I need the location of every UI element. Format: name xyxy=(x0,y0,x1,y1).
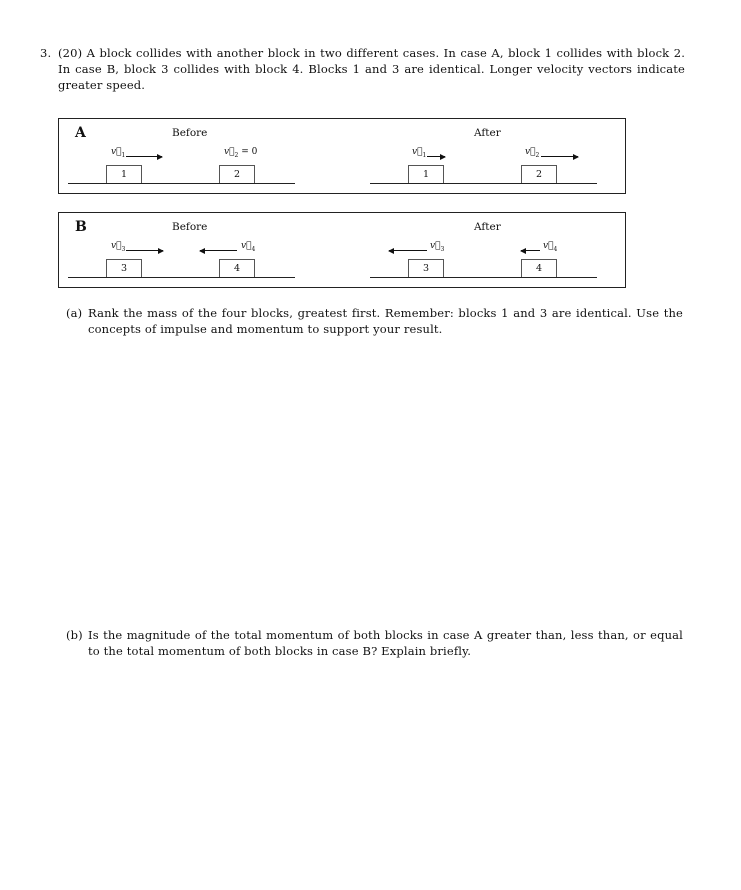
ground-line xyxy=(370,277,597,278)
problem-text: (20) A block collides with another block in two different cases. In case A, block 1 collides with block 2. In case B, block 3 collides with block 4. Blocks 1 and 3 are identical. Longer velocity vectors indicate greater speed. xyxy=(58,46,685,92)
panel-b-letter: B xyxy=(75,219,87,235)
part-a-text: Rank the mass of the four blocks, greatest first. Remember: blocks 1 and 3 are identical. Use the concepts of impulse and momentum to support your result. xyxy=(88,306,683,336)
velocity-arrow-v4-before xyxy=(200,250,237,251)
velocity-label-v4-after: $v_4$ xyxy=(543,241,558,253)
block-1-before: 1 xyxy=(106,165,142,183)
velocity-label-v2-after: $v_2$ xyxy=(525,147,540,159)
part-b-tag: (b) xyxy=(66,628,83,642)
velocity-arrow-v4-after xyxy=(521,250,540,251)
velocity-label-v3-before: $v_3$ xyxy=(111,241,126,253)
panel-case-b xyxy=(58,212,626,288)
block-4-before: 4 xyxy=(219,259,255,277)
panel-a-after-label: After xyxy=(474,127,501,139)
velocity-label-v2-before: $v_2 = 0$ xyxy=(224,147,258,159)
velocity-label-v1-before: $v_1$ xyxy=(111,147,126,159)
velocity-arrow-v2-after xyxy=(541,156,578,157)
problem-statement xyxy=(40,45,685,93)
block-2-before: 2 xyxy=(219,165,255,183)
ground-line xyxy=(68,183,295,184)
part-a-tag: (a) xyxy=(66,306,83,320)
velocity-arrow-v1-after xyxy=(427,156,445,157)
block-1-after: 1 xyxy=(408,165,444,183)
velocity-arrow-v3-after xyxy=(389,250,427,251)
velocity-label-v3-after: $v_3$ xyxy=(430,241,445,253)
ground-line xyxy=(68,277,295,278)
part-b-text: Is the magnitude of the total momentum of both blocks in case A greater than, less than, or equal to the total momentum of both blocks in case B? Explain briefly. xyxy=(88,628,683,658)
block-2-after: 2 xyxy=(521,165,557,183)
problem-number: 3. xyxy=(40,46,52,60)
velocity-label-v4-before: $v_4$ xyxy=(241,241,256,253)
panel-case-a xyxy=(58,118,626,194)
ground-line xyxy=(370,183,597,184)
block-4-after: 4 xyxy=(521,259,557,277)
panel-b-after-label: After xyxy=(474,221,501,233)
panel-a-before-label: Before xyxy=(172,127,208,139)
velocity-arrow-v1-before xyxy=(126,156,162,157)
block-3-after: 3 xyxy=(408,259,444,277)
panel-b-before-label: Before xyxy=(172,221,208,233)
question-part-a xyxy=(66,305,683,337)
question-part-b xyxy=(66,627,683,659)
panel-a-letter: A xyxy=(75,125,86,141)
velocity-label-v1-after: $v_1$ xyxy=(412,147,427,159)
block-3-before: 3 xyxy=(106,259,142,277)
velocity-arrow-v3-before xyxy=(126,250,163,251)
